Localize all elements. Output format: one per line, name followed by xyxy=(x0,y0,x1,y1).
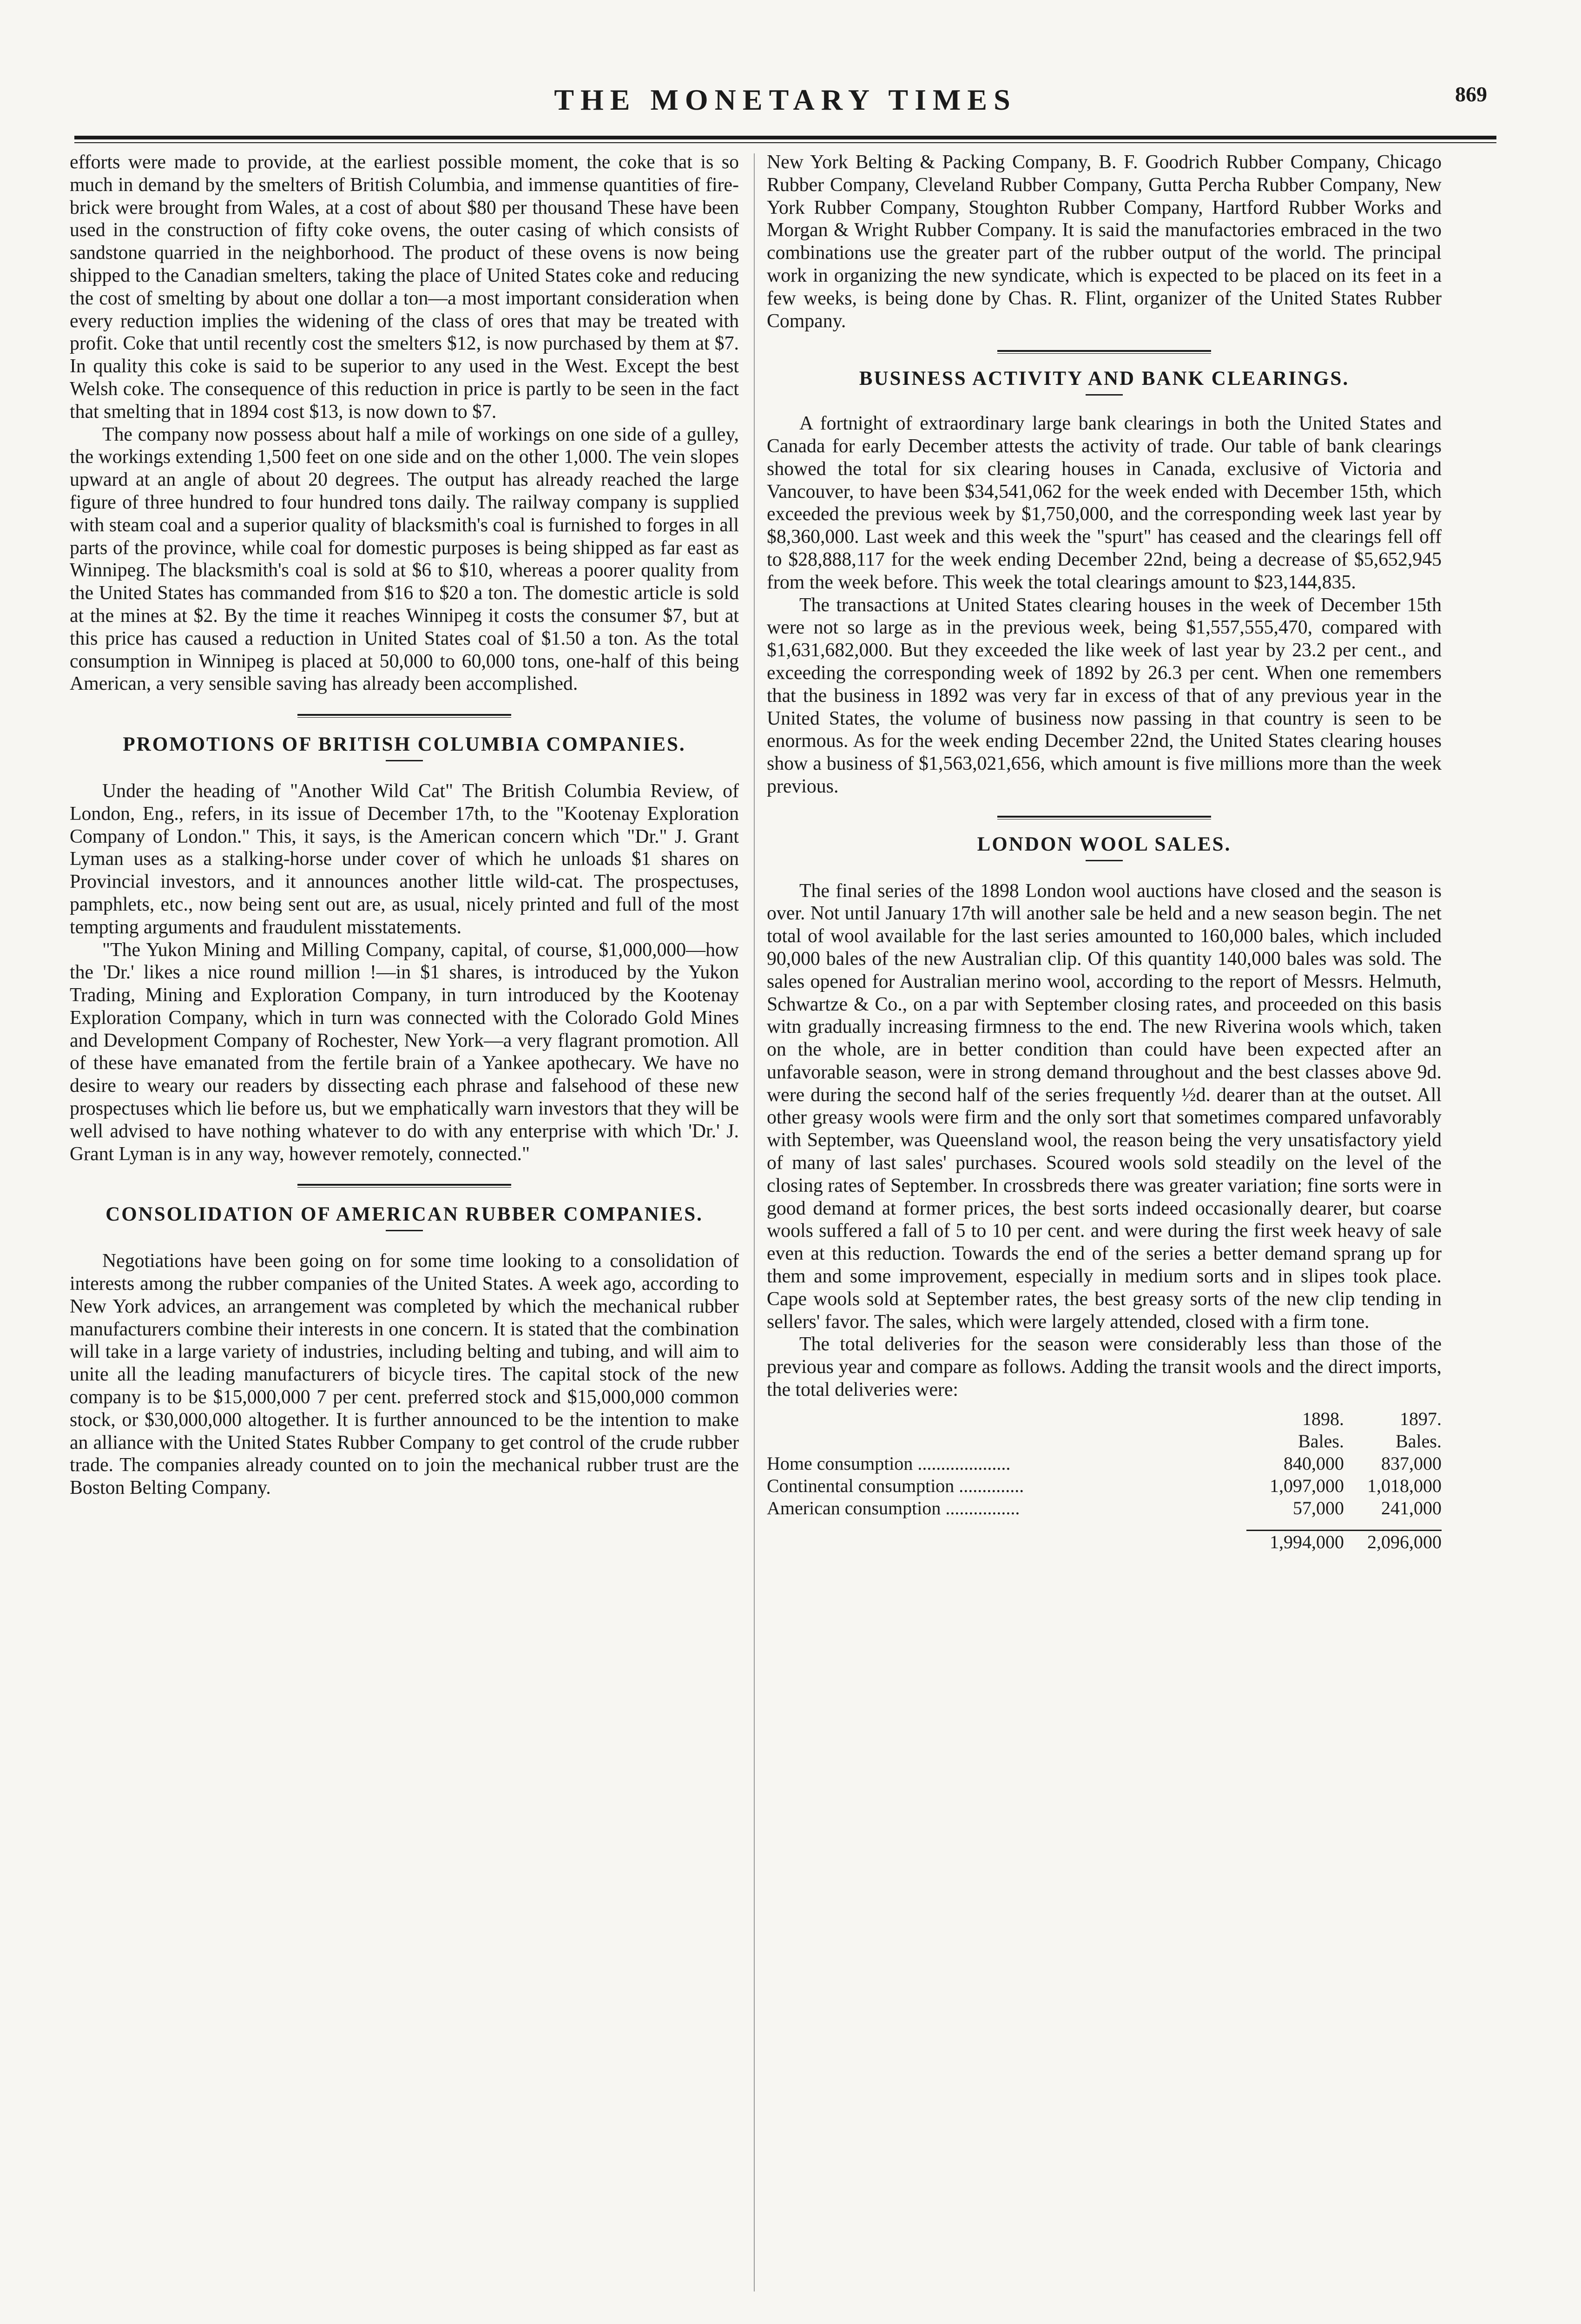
column-divider xyxy=(754,153,755,2291)
row-value-1898: 840,000 xyxy=(1284,1452,1344,1474)
row-value-1897: 241,000 xyxy=(1381,1497,1442,1519)
row-label: Continental consumption .............. xyxy=(767,1475,1024,1496)
business-paragraph-2: The transactions at United States clearing houses in the week of December 15th were not so large as in the previous week, being $1,557,555,470, compared with $1,631,682,000. But they exceeded the like week of last year by 23.2 per cent., and exceeding the corresponding week of 1892 by 26.3 per cent. When one remembers that the business in 1892 was very far in excess of that of any previous year in the United States, the volume of business now passing in that country is seen to be enormous. As for the week ending December 22nd, the United States clearing houses show a business of $1,563,021,656, which amount is five millions more than the week previous. xyxy=(767,594,1442,797)
col-1897-heading: 1897. xyxy=(1400,1408,1442,1429)
promotions-heading: PROMOTIONS OF BRITISH COLUMBIA COMPANIES. xyxy=(123,733,686,756)
wool-deliveries-table xyxy=(767,1408,1442,1554)
masthead-title: THE MONETARY TIMES xyxy=(554,83,1017,116)
page-number: 869 xyxy=(1455,82,1487,106)
row-label: American consumption ................ xyxy=(767,1497,1020,1519)
col-1897-unit: Bales. xyxy=(1396,1430,1442,1452)
header-rule xyxy=(74,136,1496,139)
col-1898-unit: Bales. xyxy=(1298,1430,1344,1452)
row-value-1897: 1,018,000 xyxy=(1367,1475,1442,1496)
total-1898: 1,994,000 xyxy=(1246,1531,1344,1554)
business-heading: BUSINESS ACTIVITY AND BANK CLEARINGS. xyxy=(859,368,1350,390)
section-rule xyxy=(297,714,511,718)
promotions-paragraph-2: "The Yukon Mining and Milling Company, capital, of course, $1,000,000—how the 'Dr.' likes a nice round million !—in $1 shares, is introduced by the Yukon Trading, Mining and Exploration Company, in turn introduced by the Kootenay Exploration Company, which in turn was connected with the Colorado Gold Mines and Development Company of Rochester, New York—a very flagrant promotion. All of these have emanated from the fertile brain of a Yankee apothecary. We have no desire to weary our readers by dissecting each phrase and falsehood of these new prospectuses which lie before us, but we emphatically warn investors that they will be well advised to have nothing whatever to do with any enterprise with which 'Dr.' J. Grant Lyman is in any way, however remotely, connected." xyxy=(70,939,739,1165)
left-column xyxy=(70,151,739,1499)
wool-paragraph-2: The total deliveries for the season were considerably less than those of the previous year and compare as follows. Adding the transit wools and the direct imports, the total deliveries were: xyxy=(767,1334,1442,1401)
row-label: Home consumption .................... xyxy=(767,1452,1011,1474)
row-value-1898: 1,097,000 xyxy=(1270,1475,1344,1496)
rubber-paragraph-1: Negotiations have been going on for some time looking to a consolidation of interests among the rubber companies of the United States. A week ago, according to New York advices, an arrangement was completed by which the mechanical rubber manufacturers combine their interests in one concern. It is stated that the combination will take in a large variety of industries, including belting and tubing, and will aim to unite all the leading manufacturers of bicycle tires. The capital stock of the new company is to be $15,000,000 7 per cent. preferred stock and $15,000,000 common stock, or $30,000,000 altogether. It is further announced to be the intention to make an alliance with the United States Rubber Company to get control of the crude rubber trade. The companies already counted on to join the mechanical rubber trust are the Boston Belting Company. xyxy=(70,1250,739,1499)
table-row xyxy=(767,1475,1442,1497)
right-column xyxy=(767,151,1442,1553)
promotions-paragraph-1: Under the heading of "Another Wild Cat" The British Columbia Review, of London, Eng., refers, in its issue of December 17th, to the "Kootenay Exploration Company of London." This, it says, is the American concern which "Dr." J. Grant Lyman uses as a stalking-horse under cover of which he unloads $1 shares on Provincial investors, and it announces another little wild-cat. The prospectuses, pamphlets, etc., now being sent out are, as usual, nicely printed and full of the most tempting arguments and fraudulent misstatements. xyxy=(70,780,739,938)
section-rule xyxy=(997,816,1211,819)
section-rule xyxy=(297,1184,511,1188)
row-value-1898: 57,000 xyxy=(1293,1497,1344,1519)
coke-paragraph-1: efforts were made to provide, at the earliest possible moment, the coke that is so much in demand by the smelters of British Columbia, and immense quantities of fire-brick were brought from Wales, at a cost of about $80 per thousand These have been used in the construction of fifty coke ovens, the outer casing of which consists of sandstone quarried in the neighborhood. The product of these ovens is now being shipped to the Canadian smelters, taking the place of United States coke and reducing the cost of smelting by about one dollar a ton—a most important consideration when every reduction implies the widening of the class of ores that may be treated with profit. Coke that until recently cost the smelters $12, is now purchased by them at $7. In quality this coke is said to be superior to any used in the West. Except the best Welsh coke. The consequence of this reduction in price is partly to be seen in the fact that smelting that in 1894 cost $13, is now down to $7. xyxy=(70,152,739,423)
rubber-heading: CONSOLIDATION OF AMERICAN RUBBER COMPANIES. xyxy=(105,1203,703,1226)
row-value-1897: 837,000 xyxy=(1381,1452,1442,1474)
col-1898-heading: 1898. xyxy=(1302,1408,1344,1429)
rubber-continuation: New York Belting & Packing Company, B. F. Goodrich Rubber Company, Chicago Rubber Company, Cleveland Rubber Company, Gutta Percha Rubber Company, New York Rubber Company, Stoughton Rubber Company, Hartford Rubber Works and Morgan & Wright Rubber Company. It is said the manufactories embraced in the two combinations use the greater part of the rubber output of the world. The principal work in organizing the new syndicate, which is expected to be placed on its feet in a few weeks, is being done by Chas. R. Flint, organizer of the United States Rubber Company. xyxy=(767,152,1442,332)
section-rule xyxy=(997,350,1211,354)
page-header xyxy=(74,79,1496,130)
table-total-row xyxy=(767,1531,1442,1554)
wool-paragraph-1: The final series of the 1898 London wool auctions have closed and the season is over. Not until January 17th will another sale be held and a new season begin. The net total of wool available for the last series amounted to 160,000 bales, which included 90,000 bales of the new Australian clip. Of this quantity 140,000 bales was sold. The sales opened for Australian merino wool, according to the report of Messrs. Helmuth, Schwartze & Co., on a par with September closing rates, and proceeded on this basis witn gradually increasing firmness to the end. The new Riverina wools which, taken on the whole, are in better condition than could have been expected after an unfavorable season, were in strong demand throughout and the best classes above 9d. were during the second half of the series frequently ½d. dearer than at the outset. All other greasy wools were firm and the only sort that sometimes compared unfavorably with September, was Queensland wool, the reason being the very unsatisfactory yield of many of last sales' purchases. Scoured wools sold steadily on the level of the closing rates of September. In crossbreds there was greater variation; fine sorts were in good demand at former prices, the best sorts indeed occasionally dearer, but coarse wools suffered a fall of 5 to 10 per cent. and were during the first week heavy of sale even at this reduction. Towards the end of the series a better demand sprang up for them and some improvement, especially in medium sorts and in slipes took place. Cape wools sold at September rates, the best greasy sorts of the new clip tending in sellers' favor. The sales, which were largely attended, closed with a firm tone. xyxy=(767,880,1442,1333)
business-paragraph-1: A fortnight of extraordinary large bank clearings in both the United States and Canada for early December attests the activity of trade. Our table of bank clearings showed the total for six clearing houses in Canada, exclusive of Victoria and Vancouver, to have been $34,541,062 for the week ended with December 15th, which exceeded the previous week by $1,750,000, and the corresponding week last year by $8,360,000. Last week and this week the "spurt" has ceased and the clearings fell off to $28,888,117 for the week ending December 22nd, being a decrease of $5,652,945 from the week before. This week the total clearings amount to $23,144,835. xyxy=(767,413,1442,593)
table-unit-row xyxy=(767,1430,1442,1452)
table-row xyxy=(767,1452,1442,1475)
table-row xyxy=(767,1497,1442,1519)
wool-heading: LONDON WOOL SALES. xyxy=(977,833,1232,855)
table-header-row xyxy=(767,1408,1442,1430)
coke-paragraph-2: The company now possess about half a mile of workings on one side of a gulley, the workings extending 1,500 feet on one side and on the other 1,000. The vein slopes upward at an angle of about 20 degrees. The output has already reached the large figure of three hundred to four hundred tons daily. The railway company is supplied with steam coal and a superior quality of blacksmith's coal is furnished to forges in all parts of the province, while coal for domestic purposes is being shipped as far east as Winnipeg. The blacksmith's coal is sold at $6 to $10, whereas a poorer quality from the United States has commanded from $16 to $20 a ton. The domestic article is sold at the mines at $2. By the time it reaches Winnipeg it costs the consumer $7, but at this price has caused a reduction in United States coal of $1.50 a ton. As the total consumption in Winnipeg is placed at 50,000 to 60,000 tons, one-half of this being American, a very sensible saving has already been accomplished. xyxy=(70,423,739,695)
total-1897: 2,096,000 xyxy=(1344,1531,1442,1554)
header-rule-thin xyxy=(74,142,1496,143)
